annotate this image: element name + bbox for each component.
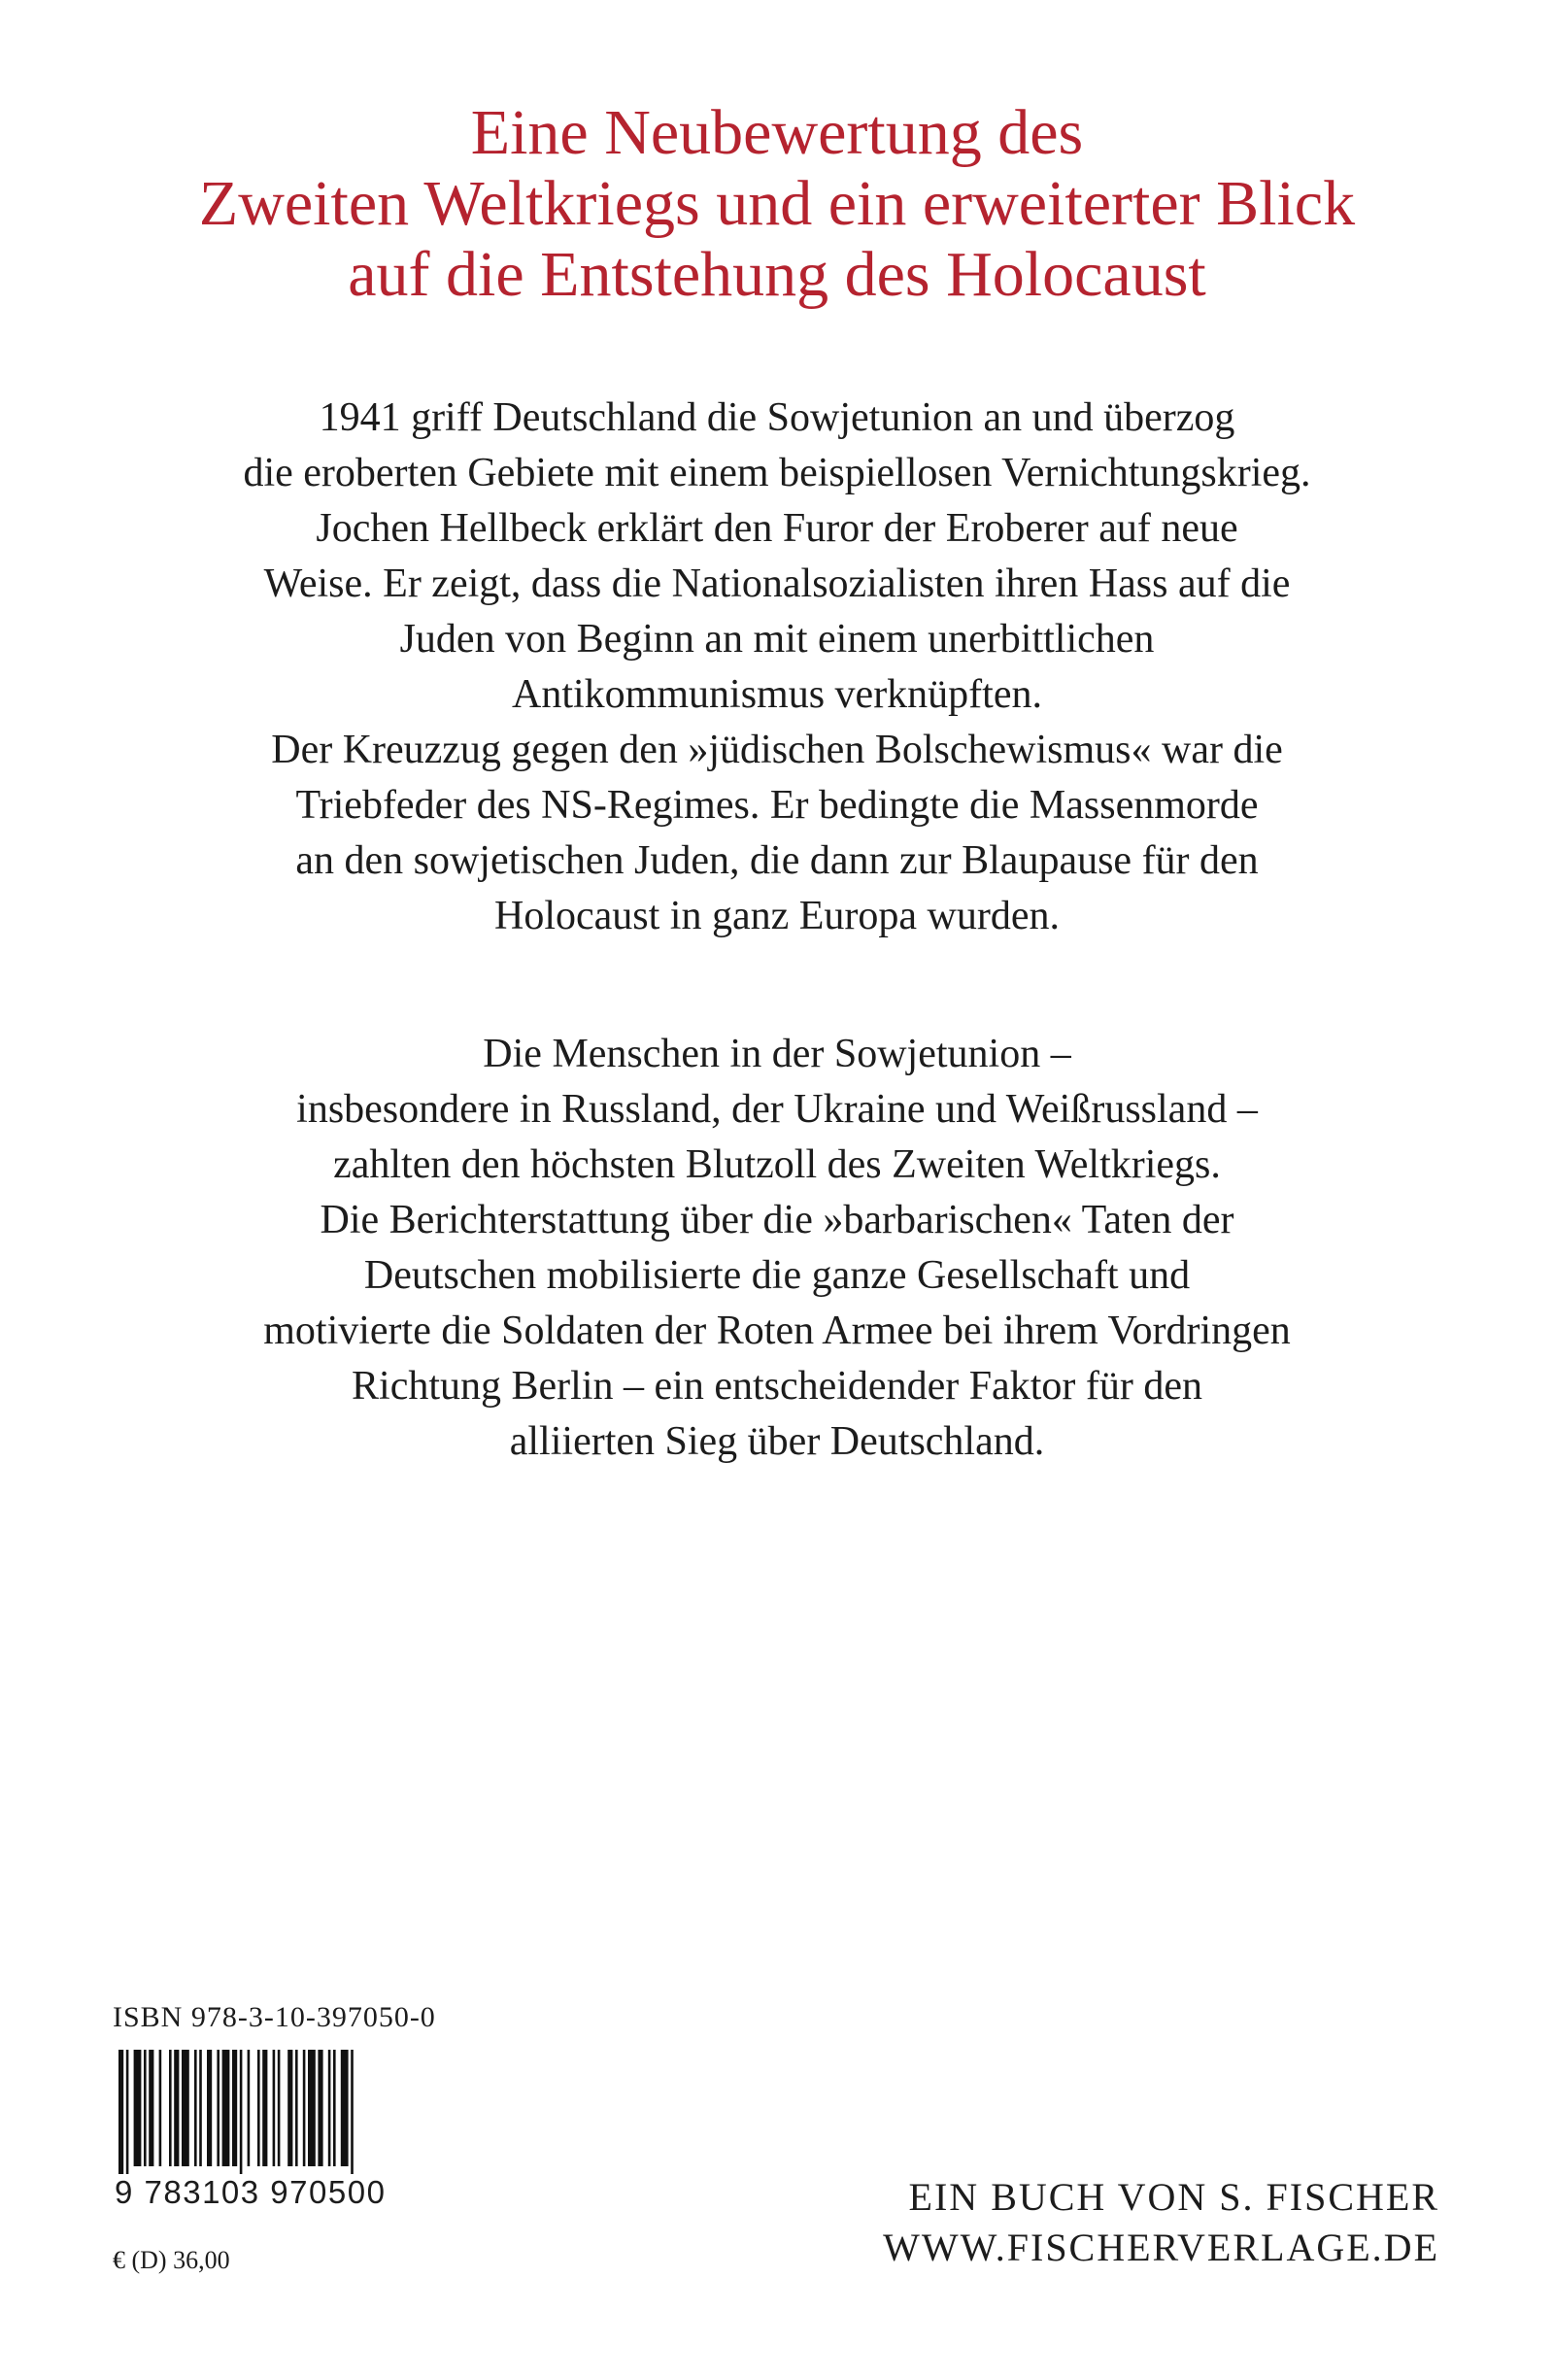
text-line: alliierten Sieg über Deutschland. bbox=[509, 1419, 1045, 1464]
barcode-bar bbox=[295, 2050, 298, 2166]
barcode-bar bbox=[351, 2050, 354, 2174]
barcode-bar bbox=[222, 2050, 230, 2166]
text-line: die eroberten Gebiete mit einem beispiellosen Vernichtungskrieg. bbox=[243, 451, 1311, 495]
isbn-label: ISBN 978-3-10-397050-0 bbox=[113, 2001, 436, 2033]
barcode-bar bbox=[308, 2050, 316, 2166]
text-line: 1941 griff Deutschland die Sowjetunion an und überzog bbox=[319, 395, 1235, 440]
text-line: insbesondere in Russland, der Ukraine und Weißrussland – bbox=[296, 1087, 1258, 1132]
barcode-bar bbox=[257, 2050, 260, 2166]
text-line: Der Kreuzzug gegen den »jüdischen Bolschewismus« war die bbox=[271, 728, 1283, 772]
barcode-bar bbox=[248, 2050, 251, 2166]
barcode-bar bbox=[287, 2050, 292, 2166]
barcode-bar bbox=[174, 2050, 179, 2166]
publisher-website: WWW.FISCHERVERLAGE.DE bbox=[883, 2226, 1439, 2269]
barcode-bar bbox=[159, 2050, 162, 2166]
text-line: Richtung Berlin – ein entscheidender Faktor für den bbox=[352, 1364, 1202, 1409]
text-line: Die Berichterstattung über die »barbarischen« Taten der bbox=[320, 1198, 1234, 1242]
barcode-bar bbox=[169, 2050, 172, 2166]
barcode-bar bbox=[273, 2050, 276, 2166]
text-line: zahlten den höchsten Blutzoll des Zweiten Weltkriegs. bbox=[333, 1142, 1221, 1187]
barcode-bar bbox=[232, 2050, 237, 2166]
barcode-bar bbox=[278, 2050, 281, 2166]
text-line: Deutschen mobilisierte die ganze Gesellschaft und bbox=[363, 1253, 1191, 1298]
barcode-bar bbox=[318, 2050, 322, 2166]
barcode-bar bbox=[118, 2050, 123, 2174]
text-line: Holocaust in ganz Europa wurden. bbox=[494, 894, 1060, 938]
barcode-bar bbox=[199, 2050, 202, 2166]
text-line: Antikommunismus verknüpften. bbox=[512, 672, 1042, 717]
text-line: Jochen Hellbeck erklärt den Furor der Eroberer auf neue bbox=[316, 506, 1238, 551]
barcode-bar bbox=[182, 2050, 189, 2166]
headline-line: Zweiten Weltkriegs und ein erweiterter Blick bbox=[198, 168, 1356, 239]
barcode-bar bbox=[341, 2050, 349, 2166]
barcode-bars bbox=[115, 2050, 423, 2174]
publisher-name: EIN BUCH VON S. FISCHER bbox=[908, 2175, 1439, 2219]
barcode-bar bbox=[126, 2050, 129, 2174]
barcode-bar bbox=[333, 2050, 336, 2166]
price-label: € (D) 36,00 bbox=[113, 2246, 230, 2274]
barcode-bar bbox=[194, 2050, 197, 2166]
barcode-bar bbox=[328, 2050, 331, 2166]
barcode-bar bbox=[134, 2050, 142, 2166]
barcode-digits: 9 783103 970500 bbox=[115, 2174, 387, 2210]
headline-line: Eine Neubewertung des bbox=[470, 97, 1084, 168]
text-line: Triebfeder des NS-Regimes. Er bedingte die Massenmorde bbox=[295, 783, 1259, 828]
barcode-bar bbox=[149, 2050, 153, 2166]
barcode-bar bbox=[217, 2050, 220, 2166]
barcode-bar bbox=[262, 2050, 267, 2166]
headline-line: auf die Entstehung des Holocaust bbox=[348, 239, 1206, 310]
barcode-bar bbox=[240, 2050, 243, 2174]
text-line: an den sowjetischen Juden, die dann zur Blaupause für den bbox=[295, 838, 1259, 883]
text-line: Weise. Er zeigt, dass die Nationalsozialisten ihren Hass auf die bbox=[263, 561, 1291, 606]
text-line: Die Menschen in der Sowjetunion – bbox=[483, 1032, 1071, 1076]
blurb-paragraph-1 bbox=[0, 391, 1554, 944]
publisher-block bbox=[883, 2172, 1439, 2273]
text-line: Juden von Beginn an mit einem unerbittlichen bbox=[399, 617, 1155, 662]
barcode-bar bbox=[207, 2050, 212, 2166]
barcode-bar bbox=[144, 2050, 147, 2166]
text-line: motivierte die Soldaten der Roten Armee bei ihrem Vordringen bbox=[263, 1309, 1291, 1353]
barcode-bar bbox=[303, 2050, 306, 2166]
blurb-paragraph-2 bbox=[0, 1027, 1554, 1470]
headline bbox=[0, 97, 1554, 310]
